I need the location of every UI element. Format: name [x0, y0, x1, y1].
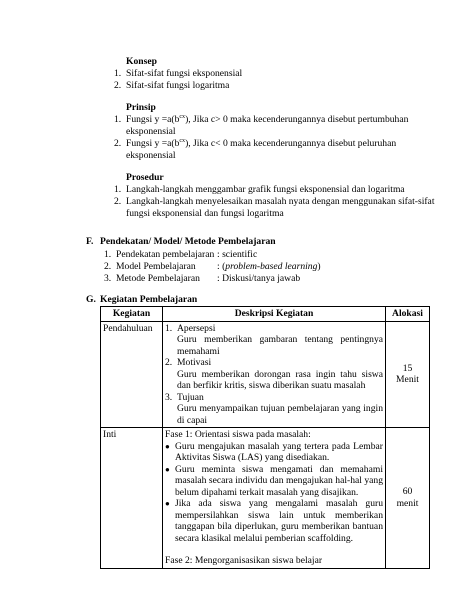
step-2-title: 2. Motivasi: [165, 357, 212, 368]
list-item: ● Guru meminta siswa mengamati dan memahami masalah secara individu dan mengajukan hal-hal yang belum dipahami terkait masalah yang disajikan.: [165, 463, 383, 498]
header-kegiatan: Kegiatan: [101, 307, 163, 322]
step-1-desc: Guru memberikan gambaran tentang pentingnya memahami: [177, 334, 383, 357]
section-g-heading: G. Kegiatan Pembelajaran: [86, 294, 198, 305]
kegiatan-inti: Inti: [101, 428, 163, 569]
step-3-desc: Guru menyampaikan tujuan pembelajaran yang ingin di capai: [177, 403, 383, 426]
kegiatan-table: [100, 306, 430, 569]
deskripsi-pendahuluan: [163, 321, 386, 428]
table-row: [101, 428, 430, 569]
bullet-icon: ●: [165, 464, 170, 474]
list-item: ● Guru mengajukan masalah yang tertera pada Lembar Aktivitas Siswa (LAS) yang disediakan.: [165, 440, 383, 463]
prinsip-heading: Prinsip: [126, 102, 156, 113]
section-f-row-2: 2. Model Pembelajaran : (problem-based learning): [104, 261, 321, 272]
step-1-title: 1. Apersepsi: [165, 322, 216, 334]
table-row: [101, 321, 430, 428]
step-3-title: 3. Tujuan: [165, 391, 204, 403]
bullet-icon: ●: [165, 441, 170, 451]
prosedur-item-2: 2. Langkah-langkah menyelesaikan masalah nyata dengan menggunakan sifat-sifat: [114, 196, 435, 207]
list-item: ● Jika ada siswa yang mengalami masalah guru mempersilahkan siswa lain untuk memberikan tanggapan bila diperlukan, guru memberikan bantuan secara klasikal melalui pemberian scaffolding.: [165, 498, 383, 544]
prosedur-item-1: 1. Langkah-langkah menggambar grafik fungsi eksponensial dan logaritma: [114, 184, 405, 195]
header-deskripsi: Deskripsi Kegiatan: [163, 307, 386, 322]
section-f-row-1: 1. Pendekatan pembelajaran : scientific: [104, 249, 258, 260]
alokasi-pendahuluan: 15 Menit: [386, 321, 430, 428]
alokasi-inti: 60 menit: [386, 428, 430, 569]
prinsip-item-2-cont: eksponensial: [126, 150, 176, 161]
prinsip-item-1-cont: eksponensial: [126, 126, 176, 137]
section-f-row-3: 3. Metode Pembelajaran : Diskusi/tanya jawab: [104, 273, 301, 284]
konsep-item-2: 2. Sifat-sifat fungsi logaritma: [114, 80, 230, 91]
deskripsi-inti: [163, 428, 386, 569]
prosedur-item-2-cont: fungsi eksponensial dan fungsi logaritma: [126, 208, 284, 219]
prinsip-item-2: 2. Fungsi $y =a(b^{cx})$, Jika c< 0 maka kecenderungannya disebut peluruhan: [114, 137, 397, 149]
prinsip-item-1: 1. Fungsi $y =a(b^{cx})$, Jika c> 0 maka kecenderungannya disebut pertumbuhan: [114, 113, 409, 125]
kegiatan-pendahuluan: Pendahuluan: [101, 321, 163, 428]
section-f-heading: F. Pendekatan/ Model/ Metode Pembelajaran: [86, 236, 276, 247]
header-alokasi: Alokasi: [386, 307, 430, 322]
bullet-icon: ●: [165, 499, 170, 508]
fase-2-title: Fase 2: Mengorganisasikan siswa belajar: [165, 555, 323, 566]
step-2-desc: Guru memberikan dorongan rasa ingin tahu siswa dan berfikir kritis, siswa diberikan suatu masalah: [177, 368, 383, 391]
konsep-heading: Konsep: [126, 56, 157, 67]
fase-1-title: Fase 1: Orientasi siswa pada masalah:: [165, 429, 311, 440]
konsep-item-1: 1. Sifat-sifat fungsi eksponensial: [114, 68, 243, 79]
table-header-row: [101, 307, 430, 322]
prosedur-heading: Prosedur: [126, 172, 164, 183]
